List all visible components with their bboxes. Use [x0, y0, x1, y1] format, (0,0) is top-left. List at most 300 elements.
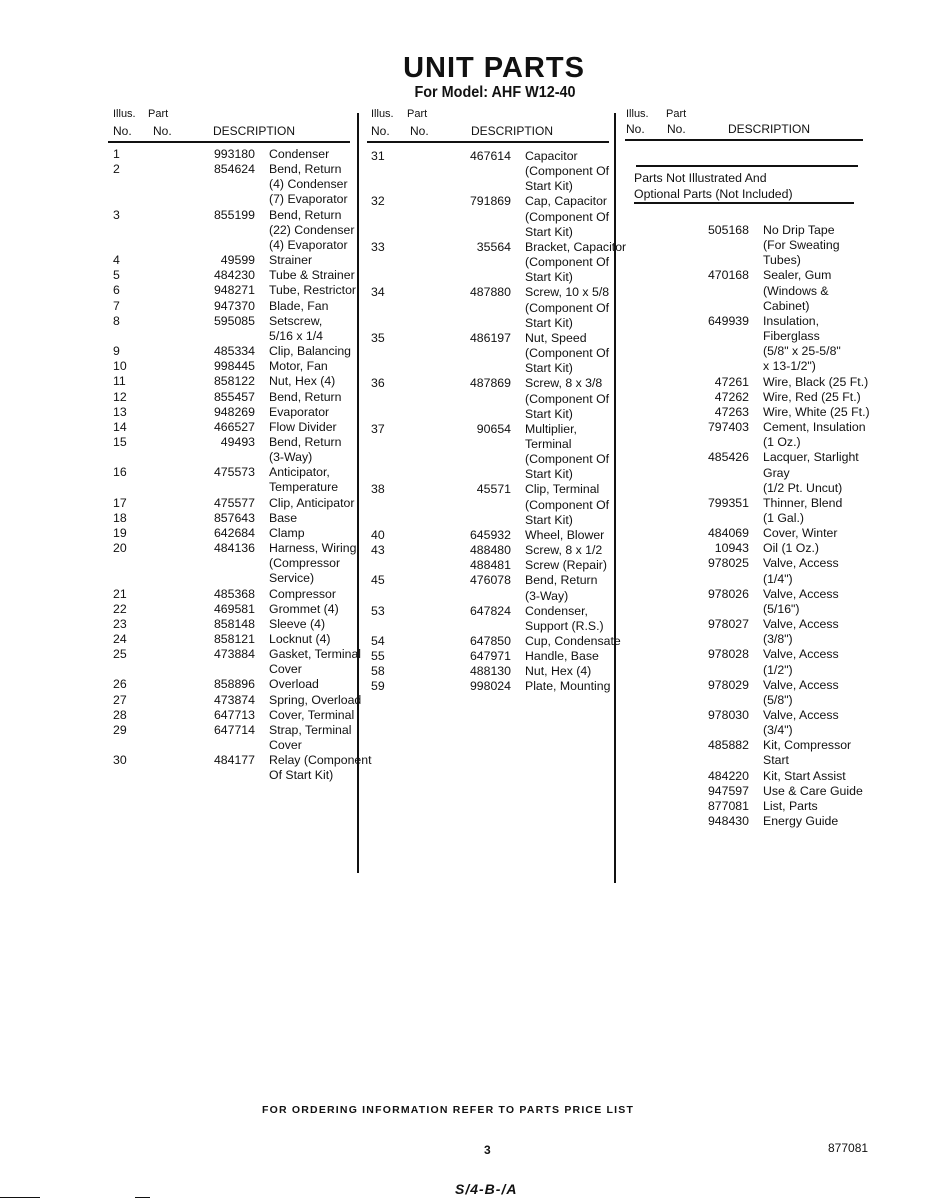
part-number: 487880 [469, 285, 511, 300]
part-number: 858121 [213, 632, 255, 646]
description-line: (22) Condenser [269, 222, 355, 237]
part-number: 10943 [714, 541, 749, 556]
part-row [626, 647, 870, 677]
part-row [113, 208, 372, 253]
illus-number [626, 268, 640, 313]
part-row [113, 314, 372, 344]
part-description [269, 632, 331, 647]
description-line: Tube, Restrictor [269, 283, 357, 298]
part-number: 647824 [469, 603, 511, 618]
col2-header-part: Part [407, 108, 428, 120]
description-line: Relay (Component [269, 753, 372, 768]
illus-number [626, 708, 640, 738]
part-number: 487869 [469, 376, 511, 391]
part-number: 947370 [213, 298, 255, 313]
description-line: Start Kit) [525, 361, 573, 376]
description-line: Setscrew, [269, 313, 323, 328]
illus-number [626, 769, 640, 784]
part-row [626, 450, 870, 495]
part-row [113, 632, 372, 647]
description-line: (7) Evaporator [269, 192, 348, 207]
section-rule [634, 202, 854, 204]
description-line: Start Kit) [525, 179, 573, 194]
part-description [763, 450, 859, 495]
illus-number: 54 [371, 634, 385, 648]
part-number: 978029 [707, 677, 749, 692]
col3-header-part: Part [666, 108, 687, 120]
part-number: 467614 [469, 149, 511, 163]
part-row [113, 587, 372, 602]
description-line: (Component Of [525, 255, 610, 270]
description-line: Lacquer, Starlight [763, 450, 859, 465]
part-row [626, 526, 870, 541]
illus-number: 20 [113, 541, 127, 556]
part-description [763, 799, 818, 814]
part-number: 978025 [707, 556, 749, 571]
description-line: Cement, Insulation [763, 420, 866, 435]
illus-number [626, 375, 640, 390]
description-line: Cover, Winter [763, 526, 838, 541]
col1-header-description: DESCRIPTION [213, 124, 296, 138]
col3-header-description: DESCRIPTION [728, 122, 811, 136]
illus-number: 59 [371, 679, 385, 694]
part-number: 470168 [707, 268, 749, 283]
part-number: 855457 [213, 389, 255, 404]
description-line: Screw, 8 x 1/2 [525, 543, 603, 558]
part-number: 47263 [714, 404, 749, 419]
part-number: 858148 [213, 616, 255, 631]
part-description [269, 465, 338, 495]
part-row [371, 528, 626, 543]
description-line: Use & Care Guide [763, 783, 863, 798]
part-row [626, 268, 870, 313]
description-line: Gasket, Terminal [269, 647, 362, 662]
part-description [269, 344, 351, 359]
part-row [113, 541, 372, 586]
description-line: Compressor [269, 586, 336, 601]
part-number: 484220 [707, 768, 749, 783]
description-line: (Component Of [525, 452, 610, 467]
part-description [269, 602, 339, 617]
part-number: 473884 [213, 647, 255, 662]
illus-number: 3 [113, 207, 120, 222]
description-line: Start [763, 753, 789, 768]
illus-number [626, 556, 640, 586]
part-row [626, 556, 870, 586]
part-description [525, 528, 604, 543]
description-line: Valve, Access [763, 617, 839, 632]
illus-number [626, 784, 640, 799]
illus-number: 31 [371, 149, 385, 163]
description-line: (Component Of [525, 164, 610, 179]
part-row [371, 482, 626, 527]
illus-number: 6 [113, 283, 120, 298]
part-number: 486197 [469, 330, 511, 345]
part-row [626, 708, 870, 738]
part-number: 49493 [220, 434, 255, 449]
col2-header-description: DESCRIPTION [471, 124, 554, 138]
description-line: Of Start Kit) [269, 768, 334, 783]
illus-number: 15 [113, 434, 127, 449]
part-row [113, 677, 372, 692]
illus-number: 38 [371, 482, 385, 497]
illus-number: 4 [113, 253, 120, 268]
description-line: Bend, Return [269, 207, 342, 222]
description-line: Locknut (4) [269, 632, 331, 646]
illus-number: 21 [113, 586, 127, 601]
part-number: 505168 [707, 223, 749, 237]
description-line: Start Kit) [525, 224, 573, 239]
ordering-note: FOR ORDERING INFORMATION REFER TO PARTS PRICE LIST [262, 1104, 635, 1116]
part-number: 473874 [213, 692, 255, 707]
description-line: Energy Guide [763, 814, 839, 829]
description-line: Kit, Compressor [763, 738, 852, 753]
part-row [371, 664, 626, 679]
illus-number: 24 [113, 632, 127, 646]
illus-number [626, 314, 640, 375]
part-number: 469581 [213, 601, 255, 616]
part-description [763, 314, 841, 375]
part-number: 475577 [213, 495, 255, 510]
part-number: 854624 [213, 162, 255, 177]
part-description [763, 496, 842, 526]
description-line: Gray [763, 465, 790, 480]
description-line: Cup, Condensate [525, 634, 621, 648]
scan-mark [0, 1197, 40, 1198]
description-line: Grommet (4) [269, 601, 339, 616]
part-row [113, 405, 372, 420]
description-line: (Windows & [763, 283, 829, 298]
part-row [113, 253, 372, 268]
description-line: List, Parts [763, 798, 818, 813]
part-number: 484230 [213, 268, 255, 283]
part-description [763, 556, 839, 586]
part-row [113, 359, 372, 374]
description-line: Bend, Return [269, 389, 342, 404]
description-line: (4) Condenser [269, 177, 348, 192]
part-number: 978026 [707, 586, 749, 601]
document-number: 877081 [828, 1141, 869, 1155]
illus-number: 33 [371, 239, 385, 254]
description-line: Valve, Access [763, 677, 839, 692]
part-number: 49599 [220, 253, 255, 268]
part-number: 35564 [476, 239, 511, 254]
part-row [113, 147, 372, 162]
part-row [371, 679, 626, 694]
page-number: 3 [484, 1143, 491, 1157]
part-row [626, 496, 870, 526]
illus-number: 2 [113, 162, 120, 177]
illus-number [626, 496, 640, 526]
description-line: Cabinet) [763, 298, 810, 313]
part-description [269, 511, 297, 526]
part-description [269, 359, 328, 374]
part-number: 47262 [714, 389, 749, 404]
part-number: 484177 [213, 753, 255, 768]
illus-number: 43 [371, 543, 385, 558]
part-description [763, 223, 840, 268]
description-line: (1/2 Pt. Uncut) [763, 480, 843, 495]
illus-number: 19 [113, 525, 127, 540]
part-number: 47261 [714, 374, 749, 389]
description-line: Tubes) [763, 253, 801, 268]
part-row [626, 375, 870, 390]
illus-number [626, 450, 640, 495]
illus-number: 27 [113, 692, 127, 707]
description-line: Strap, Terminal [269, 722, 352, 737]
illus-number: 36 [371, 376, 385, 391]
col1-header-illus: Illus. [113, 108, 136, 120]
illus-number: 10 [113, 359, 127, 374]
part-description [269, 268, 355, 283]
part-description [269, 208, 354, 253]
part-row [371, 422, 626, 483]
part-description [269, 647, 361, 677]
part-row [113, 299, 372, 314]
description-line: (Component Of [525, 497, 610, 512]
description-line: Clip, Anticipator [269, 495, 355, 510]
part-description [763, 268, 831, 313]
part-number: 978030 [707, 708, 749, 722]
not-illustrated-heading-2: Optional Parts (Not Included) [634, 187, 793, 201]
illus-number: 8 [113, 313, 120, 328]
description-line: Cap, Capacitor [525, 194, 608, 209]
description-line: Kit, Start Assist [763, 768, 846, 783]
part-number: 488130 [469, 664, 511, 679]
description-line: Harness, Wiring [269, 541, 357, 556]
part-row [113, 708, 372, 723]
illus-number: 17 [113, 495, 127, 510]
illus-number: 16 [113, 465, 127, 480]
col1-header-part: Part [148, 108, 169, 120]
col3-header-rule [625, 139, 863, 141]
part-number: 649939 [707, 313, 749, 328]
description-line: Flow Divider [269, 419, 337, 434]
description-line: Capacitor [525, 149, 578, 163]
description-line: (Component Of [525, 209, 610, 224]
description-line: Valve, Access [763, 556, 839, 571]
part-number: 797403 [707, 420, 749, 435]
illus-number [626, 541, 640, 556]
description-line: Thinner, Blend [763, 495, 843, 510]
description-line: Bend, Return [525, 573, 598, 588]
description-line: Terminal [525, 436, 572, 451]
part-description [269, 147, 329, 162]
part-description [269, 299, 328, 314]
part-row [113, 435, 372, 465]
part-number: 488481 [469, 558, 511, 573]
illus-number: 12 [113, 389, 127, 404]
illus-number [371, 558, 409, 573]
description-line: Wire, Black (25 Ft.) [763, 374, 869, 389]
part-description [269, 405, 329, 420]
part-row [371, 194, 626, 239]
description-line: Service) [269, 571, 315, 586]
part-description [763, 526, 837, 541]
part-description [525, 149, 609, 194]
illus-number: 40 [371, 527, 385, 542]
illus-number: 1 [113, 147, 120, 161]
description-line: Valve, Access [763, 708, 839, 722]
col1-header-no: No. [113, 124, 132, 138]
part-number: 484136 [213, 541, 255, 556]
part-row [371, 634, 626, 649]
description-line: Blade, Fan [269, 298, 329, 313]
description-line: Motor, Fan [269, 359, 328, 374]
description-line: Strainer [269, 253, 313, 268]
part-description [525, 634, 621, 649]
part-number: 998024 [469, 679, 511, 694]
illus-number [626, 678, 640, 708]
description-line: Bend, Return [269, 162, 342, 177]
part-row [626, 390, 870, 405]
part-row [626, 420, 870, 450]
part-row [626, 769, 870, 784]
part-number: 857643 [213, 510, 255, 525]
part-description [269, 723, 351, 753]
description-line: Sleeve (4) [269, 616, 326, 631]
description-line: (3/4") [763, 723, 793, 738]
part-row [371, 543, 626, 558]
part-description [763, 784, 863, 799]
description-line: Start Kit) [525, 512, 573, 527]
illus-number: 26 [113, 677, 127, 692]
description-line: Anticipator, [269, 465, 330, 480]
part-number: 645932 [469, 527, 511, 542]
part-description [269, 496, 354, 511]
illus-number [626, 405, 640, 420]
illus-number: 5 [113, 268, 120, 283]
description-line: (3-Way) [269, 450, 313, 465]
part-description [763, 390, 861, 405]
part-number: 855199 [213, 207, 255, 222]
part-row [371, 240, 626, 285]
part-row [113, 496, 372, 511]
not-illustrated-heading-1: Parts Not Illustrated And [634, 171, 767, 185]
part-description [525, 376, 609, 421]
illus-number: 45 [371, 573, 385, 588]
illus-number: 22 [113, 601, 127, 616]
part-row [113, 723, 372, 753]
description-line: Sealer, Gum [763, 268, 832, 283]
part-description [763, 587, 839, 617]
col3-header-partno: No. [667, 122, 686, 136]
col1-header-partno: No. [153, 124, 172, 138]
part-description [269, 390, 341, 405]
part-description [269, 162, 348, 207]
part-row [626, 738, 870, 768]
illus-number: 28 [113, 707, 127, 722]
part-description [269, 526, 305, 541]
part-row [371, 649, 626, 664]
description-line: Valve, Access [763, 586, 839, 601]
part-row [113, 420, 372, 435]
part-number: 799351 [707, 495, 749, 510]
col2-header-rule [367, 141, 609, 143]
illus-number: 18 [113, 510, 127, 525]
part-row [113, 617, 372, 632]
description-line: (1 Gal.) [763, 510, 804, 525]
part-description [763, 617, 839, 647]
part-description [763, 405, 870, 420]
part-number: 858122 [213, 374, 255, 389]
illus-number: 32 [371, 194, 385, 209]
illus-number: 37 [371, 421, 385, 436]
part-number: 485334 [213, 344, 255, 359]
illus-number: 29 [113, 722, 127, 737]
part-row [626, 814, 870, 829]
description-line: 5/16 x 1/4 [269, 328, 324, 343]
part-description [525, 604, 604, 634]
description-line: Bend, Return [269, 434, 342, 449]
part-row [113, 526, 372, 541]
illus-number: 13 [113, 404, 127, 419]
part-description [763, 541, 819, 556]
part-description [763, 769, 846, 784]
description-line: Valve, Access [763, 647, 839, 662]
part-description [269, 541, 356, 586]
part-number: 947597 [707, 783, 749, 798]
part-description [269, 314, 323, 344]
part-description [525, 664, 591, 679]
part-row [371, 558, 626, 573]
scan-mark [135, 1197, 150, 1198]
section-rule [636, 165, 858, 167]
part-number: 485426 [707, 450, 749, 465]
description-line: Wire, White (25 Ft.) [763, 404, 870, 419]
handwritten-code: S/4-B-/A [455, 1181, 518, 1197]
part-description [525, 331, 609, 376]
description-line: (For Sweating [763, 238, 840, 253]
part-number: 978027 [707, 617, 749, 632]
description-line: (4) Evaporator [269, 237, 348, 252]
parts-column-1 [113, 147, 372, 784]
part-description [269, 708, 354, 723]
part-number: 858896 [213, 677, 255, 692]
description-line: (1/4") [763, 571, 793, 586]
part-number: 595085 [213, 313, 255, 328]
part-description [763, 647, 839, 677]
description-line: Nut, Speed [525, 330, 587, 345]
description-line: Insulation, [763, 313, 820, 328]
description-line: Nut, Hex (4) [525, 664, 592, 679]
part-description [763, 420, 866, 450]
part-row [626, 799, 870, 814]
description-line: (Compressor [269, 556, 341, 571]
part-description [525, 573, 597, 603]
description-line: Cover [269, 662, 302, 677]
description-line: Cover [269, 738, 302, 753]
part-number: 642684 [213, 525, 255, 540]
part-number: 948269 [213, 404, 255, 419]
description-line: Overload [269, 677, 319, 692]
part-description [269, 587, 336, 602]
part-description [269, 435, 341, 465]
description-line: Clip, Terminal [525, 482, 600, 497]
part-number: 948430 [707, 814, 749, 829]
description-line: Clamp [269, 525, 305, 540]
part-number: 476078 [469, 573, 511, 588]
description-line: Temperature [269, 480, 339, 495]
description-line: Start Kit) [525, 270, 573, 285]
parts-column-2 [371, 149, 626, 695]
part-description [269, 253, 312, 268]
part-row [113, 602, 372, 617]
col3-header-illus: Illus. [626, 108, 649, 120]
description-line: (5/8" x 25-5/8" [763, 344, 841, 359]
part-description [525, 679, 610, 694]
illus-number: 53 [371, 603, 385, 618]
